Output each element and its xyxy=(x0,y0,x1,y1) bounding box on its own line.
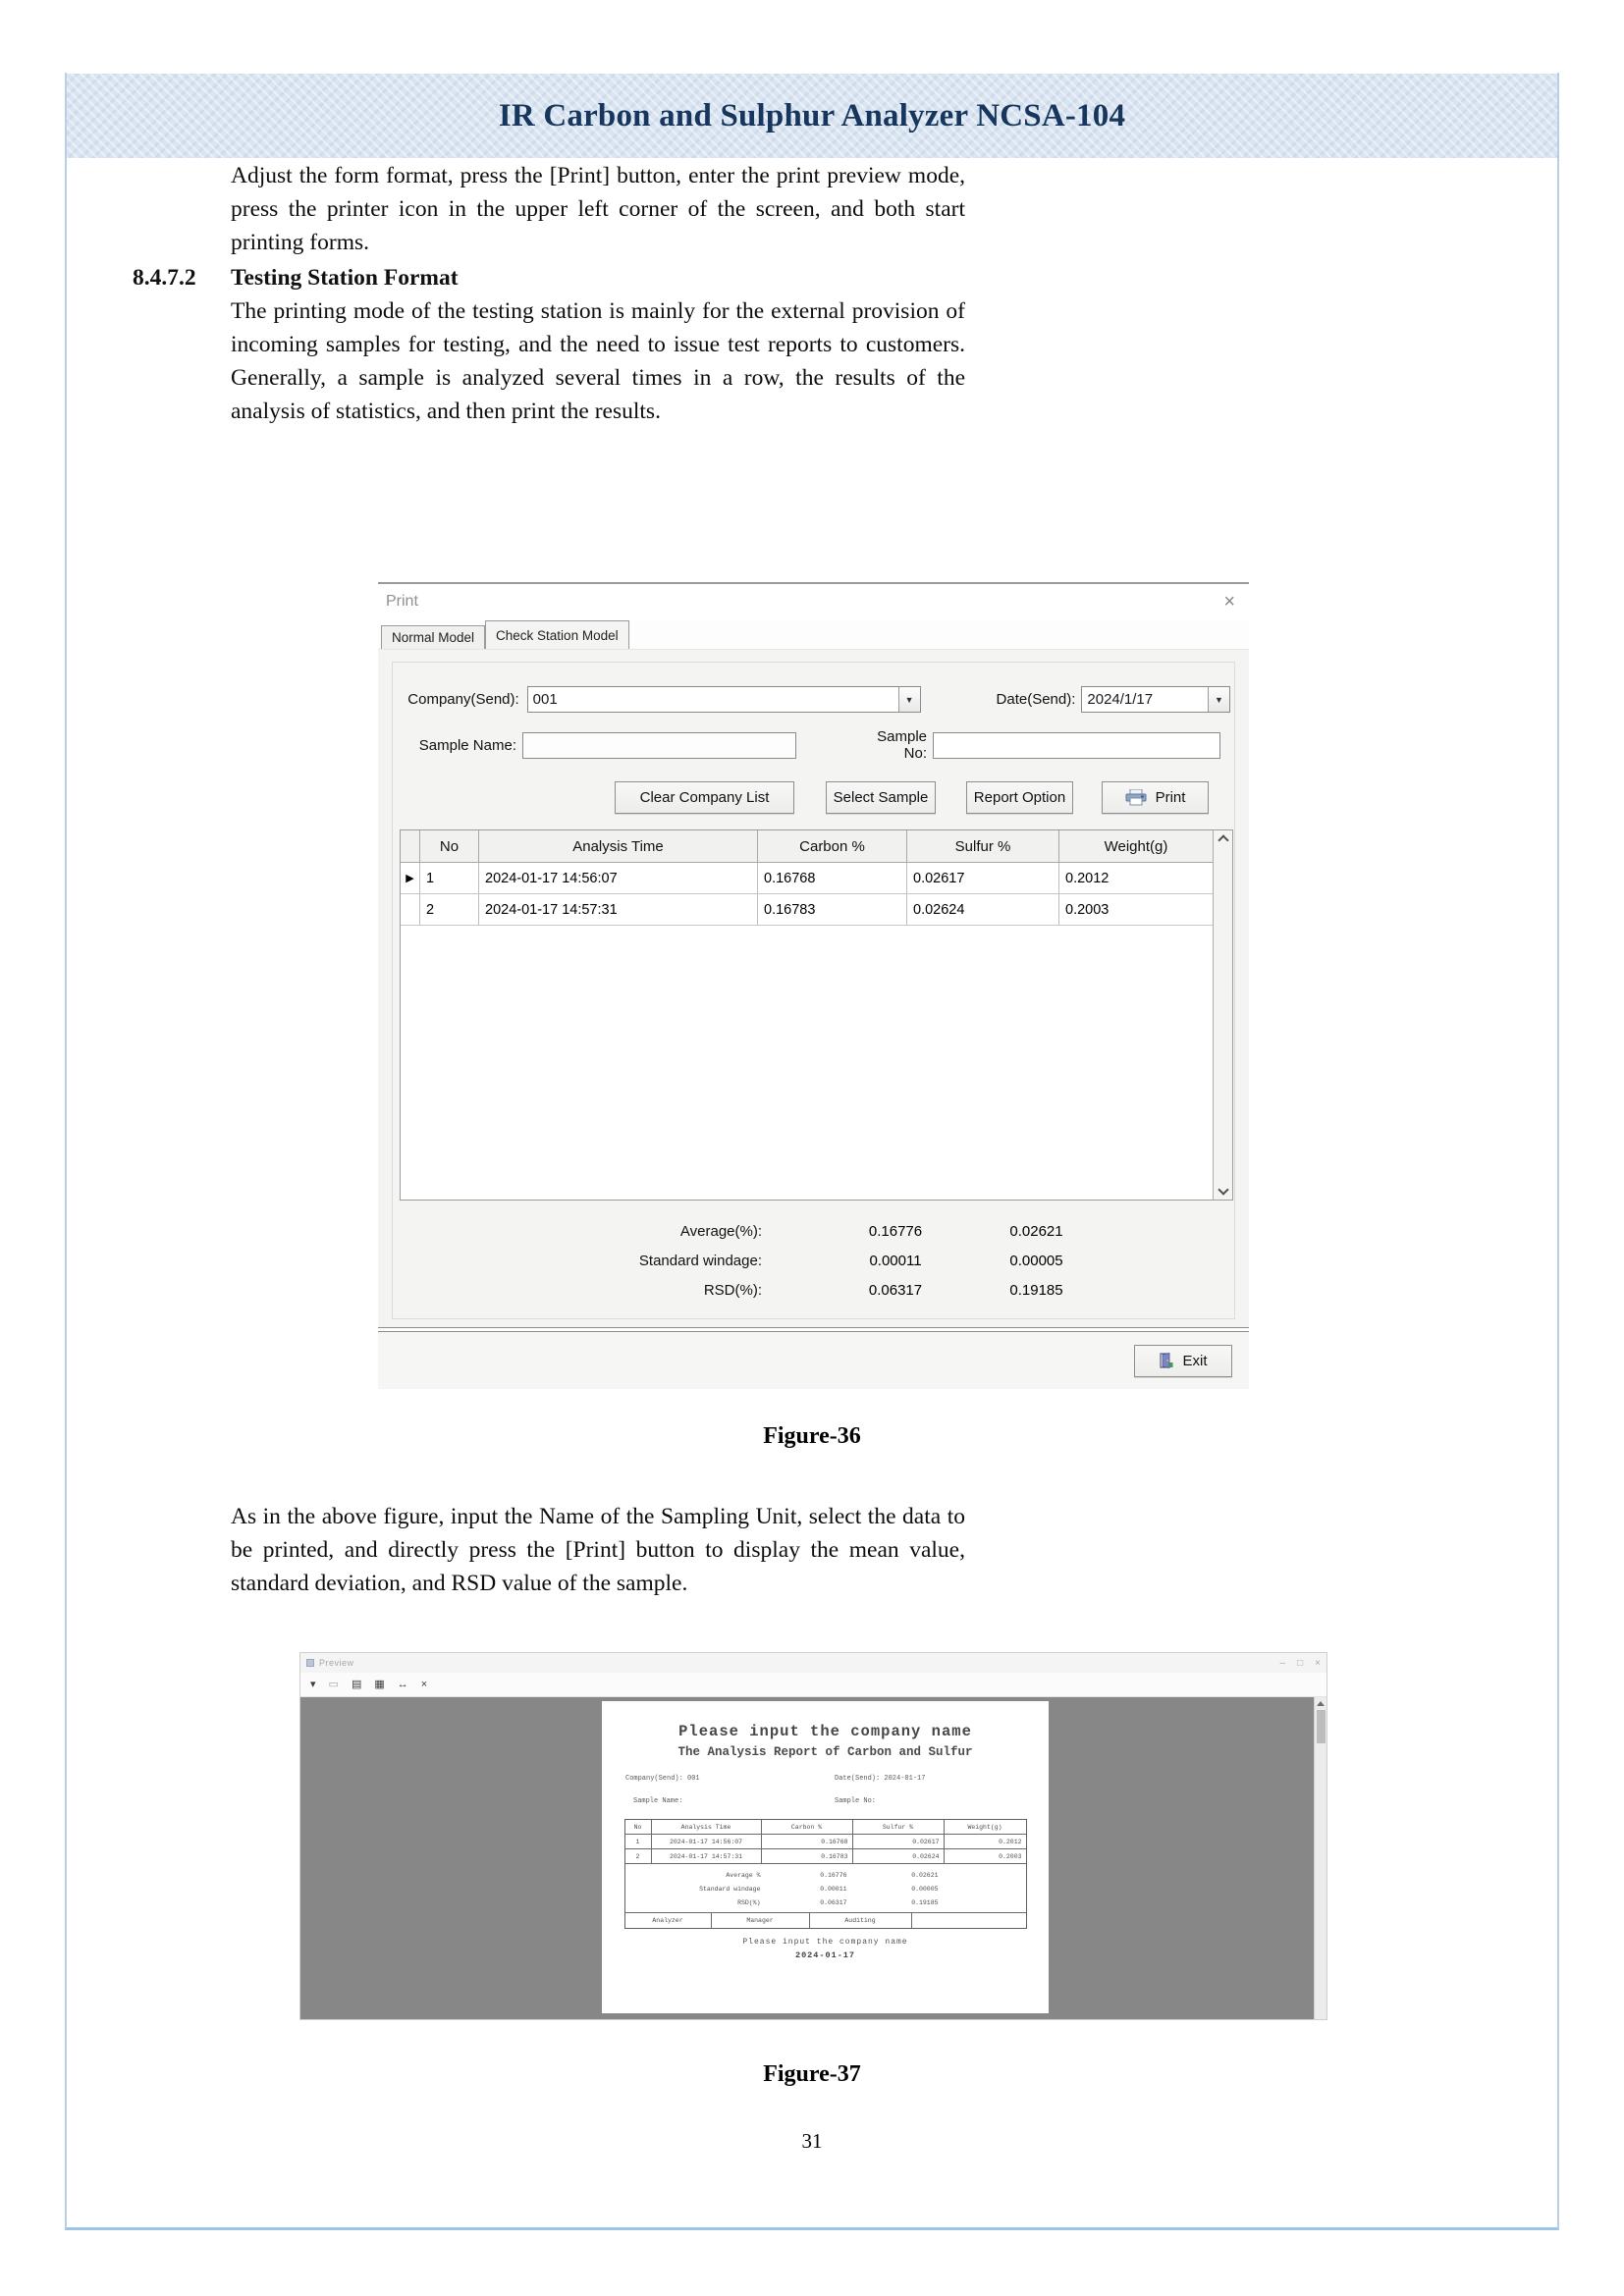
report-table-row: 1 2024-01-17 14:56:07 0.16768 0.02617 0.2012 xyxy=(625,1835,1026,1849)
cell-weight: 0.2012 xyxy=(1059,863,1213,894)
table-row[interactable] xyxy=(401,894,1213,926)
report-company: Company(Send): 001 xyxy=(625,1775,700,1783)
report-page xyxy=(602,1701,1049,2013)
rsd-sulfur-value: 0.19185 xyxy=(1009,1281,1063,1299)
company-date-row xyxy=(397,686,1230,713)
paragraph-3: As in the above figure, input the Name of the Sampling Unit, select the data to be printed, and directly press the [Print] button to display the mean value, standard deviation, and RSD value of the sample. xyxy=(231,1504,965,1596)
preview-canvas xyxy=(300,1697,1326,2019)
close-icon[interactable]: × xyxy=(1315,1657,1321,1669)
select-sample-button[interactable]: Select Sample xyxy=(826,781,936,814)
check-station-groupbox xyxy=(392,662,1235,1319)
document-title: IR Carbon and Sulphur Analyzer NCSA-104 xyxy=(498,97,1126,133)
header-no: No xyxy=(420,830,479,863)
print-button[interactable] xyxy=(1102,781,1209,814)
table-row[interactable] xyxy=(401,863,1213,894)
report-sample-no: Sample No: xyxy=(835,1797,877,1805)
stat-row-average xyxy=(397,1216,1230,1246)
sign-analyzer: Analyzer xyxy=(625,1913,712,1928)
preview-window-title: Preview xyxy=(319,1658,354,1668)
report-table-header: No Analysis Time Carbon % Sulfur % Weight(g) xyxy=(625,1820,1026,1835)
preview-scrollbar[interactable] xyxy=(1314,1697,1326,2019)
rsd-carbon-value: 0.06317 xyxy=(868,1281,923,1299)
report-stat-windage: Standard windage 0.00011 0.00005 xyxy=(699,1885,939,1893)
row-marker-icon: ▶ xyxy=(401,863,420,894)
minimize-icon[interactable]: – xyxy=(1279,1657,1286,1669)
print-dialog xyxy=(378,582,1249,1387)
report-table-row: 2 2024-01-17 14:57:31 0.16783 0.02624 0.2003 xyxy=(625,1849,1026,1864)
report-signature-row xyxy=(625,1913,1026,1928)
print-icon[interactable]: ▦ xyxy=(374,1678,385,1690)
sign-empty xyxy=(912,1913,1026,1928)
row-selector xyxy=(401,894,420,926)
paragraph-2: The printing mode of the testing station is mainly for the external provision of incoming samples for testing, and the need to issue test reports to customers. Generally, a sample is analyzed several times in a row, the results of the analysis of statistics, and then print the results. xyxy=(231,298,965,424)
dialog-footer xyxy=(378,1332,1249,1389)
windage-carbon-value: 0.00011 xyxy=(869,1252,922,1269)
exit-door-icon xyxy=(1159,1353,1174,1368)
page-setup-icon[interactable]: ▭ xyxy=(328,1678,339,1690)
save-icon[interactable]: ▤ xyxy=(351,1678,362,1690)
results-table xyxy=(400,829,1233,1201)
cell-weight: 0.2003 xyxy=(1059,894,1213,926)
close-icon[interactable]: × xyxy=(1223,591,1235,613)
header-selector xyxy=(401,830,420,863)
report-footer-company: Please input the company name xyxy=(742,1938,908,1947)
print-dialog-body xyxy=(378,649,1249,1327)
chevron-down-icon[interactable]: ▼ xyxy=(898,687,920,712)
report-stat-average: Average % 0.16776 0.02621 xyxy=(726,1871,939,1879)
report-sample-name: Sample Name: xyxy=(633,1797,683,1805)
rsd-label: RSD(%): xyxy=(703,1281,762,1299)
header-sulfur: Sulfur % xyxy=(907,830,1059,863)
window-controls xyxy=(1280,1658,1321,1669)
date-value: 2024/1/17 xyxy=(1087,691,1154,708)
chevron-down-icon[interactable]: ▼ xyxy=(1208,687,1229,712)
table-scrollbar[interactable] xyxy=(1213,830,1232,1200)
app-icon xyxy=(306,1659,314,1667)
sample-no-label: Sample No: xyxy=(877,728,927,762)
report-meta-row-1 xyxy=(602,1775,1049,1787)
header-weight: Weight(g) xyxy=(1059,830,1213,863)
results-table-header xyxy=(401,830,1213,863)
scroll-down-icon[interactable] xyxy=(1218,1184,1228,1195)
cell-sulfur: 0.02624 xyxy=(907,894,1059,926)
results-table-main xyxy=(401,830,1213,1200)
report-date: Date(Send): 2024-01-17 xyxy=(835,1775,926,1783)
printer-icon xyxy=(1125,789,1147,806)
figure-36-caption: Figure-36 xyxy=(763,1423,861,1449)
date-label: Date(Send): xyxy=(996,691,1076,708)
page-number: 31 xyxy=(801,2129,823,2153)
stat-row-windage xyxy=(397,1246,1230,1275)
sign-auditing: Auditing xyxy=(810,1913,912,1928)
preview-titlebar xyxy=(300,1653,1326,1673)
report-table xyxy=(624,1819,1027,1929)
maximize-icon[interactable]: □ xyxy=(1297,1657,1304,1669)
company-label: Company(Send): xyxy=(407,691,519,708)
section-heading: Testing Station Format xyxy=(231,265,459,291)
section-number: 8.4.7.2 xyxy=(133,265,196,291)
scroll-thumb[interactable] xyxy=(1317,1710,1326,1743)
report-meta-row-2 xyxy=(602,1797,1049,1809)
company-value: 001 xyxy=(532,691,558,708)
cell-analysis-time: 2024-01-17 14:56:07 xyxy=(479,863,758,894)
action-buttons-row xyxy=(615,781,1230,814)
header-carbon: Carbon % xyxy=(758,830,907,863)
clear-company-list-button[interactable]: Clear Company List xyxy=(615,781,794,814)
close-preview-icon[interactable]: × xyxy=(420,1678,428,1690)
cell-carbon: 0.16783 xyxy=(758,894,907,926)
report-stat-rsd: RSD(%) 0.06317 0.19185 xyxy=(737,1898,939,1906)
report-subtitle: The Analysis Report of Carbon and Sulfur xyxy=(677,1745,973,1759)
exit-button[interactable] xyxy=(1134,1345,1232,1377)
report-company-title: Please input the company name xyxy=(678,1723,972,1740)
windage-sulfur-value: 0.00005 xyxy=(1009,1252,1063,1269)
report-stats xyxy=(625,1864,1026,1913)
print-button-label: Print xyxy=(1155,789,1186,806)
sample-name-input[interactable] xyxy=(522,732,796,759)
average-sulfur-value: 0.02621 xyxy=(1009,1222,1063,1240)
tab-check-station-model[interactable]: Check Station Model xyxy=(485,620,629,649)
average-label: Average(%): xyxy=(679,1222,762,1240)
cell-analysis-time: 2024-01-17 14:57:31 xyxy=(479,894,758,926)
stat-row-rsd xyxy=(397,1275,1230,1305)
sample-row xyxy=(397,728,1230,762)
print-dialog-title: Print xyxy=(386,593,418,610)
report-footer-date: 2024-01-17 xyxy=(794,1950,855,1960)
average-carbon-value: 0.16776 xyxy=(868,1222,923,1240)
table-empty-area xyxy=(401,926,1213,1200)
tab-normal-model[interactable]: Normal Model xyxy=(381,625,485,649)
report-option-button[interactable]: Report Option xyxy=(966,781,1073,814)
scroll-up-icon[interactable] xyxy=(1218,834,1228,845)
zoom-icon[interactable]: ↔ xyxy=(397,1678,408,1690)
printer-setup-icon[interactable]: ▾ xyxy=(310,1678,316,1690)
header-analysis-time: Analysis Time xyxy=(479,830,758,863)
cell-carbon: 0.16768 xyxy=(758,863,907,894)
figure-37-caption: Figure-37 xyxy=(763,2061,861,2087)
cell-sulfur: 0.02617 xyxy=(907,863,1059,894)
scroll-up-icon[interactable] xyxy=(1317,1701,1325,1706)
print-dialog-tabs xyxy=(378,619,1249,649)
preview-window xyxy=(299,1652,1327,2020)
statistics-block xyxy=(397,1216,1230,1305)
cell-no: 1 xyxy=(420,863,479,894)
exit-button-label: Exit xyxy=(1182,1352,1208,1369)
company-combobox[interactable] xyxy=(527,686,921,713)
date-combobox[interactable] xyxy=(1081,686,1230,713)
print-dialog-titlebar xyxy=(378,584,1249,619)
windage-label: Standard windage: xyxy=(638,1252,762,1269)
header-banner xyxy=(67,74,1557,158)
preview-toolbar xyxy=(300,1673,1326,1697)
sign-manager: Manager xyxy=(712,1913,810,1928)
cell-no: 2 xyxy=(420,894,479,926)
sample-no-input[interactable] xyxy=(933,732,1220,759)
paragraph-1: Adjust the form format, press the [Print] button, enter the print preview mode, press the printer icon in the upper left corner of the screen, and both start printing forms. xyxy=(231,163,965,255)
sample-name-label: Sample Name: xyxy=(418,736,516,754)
